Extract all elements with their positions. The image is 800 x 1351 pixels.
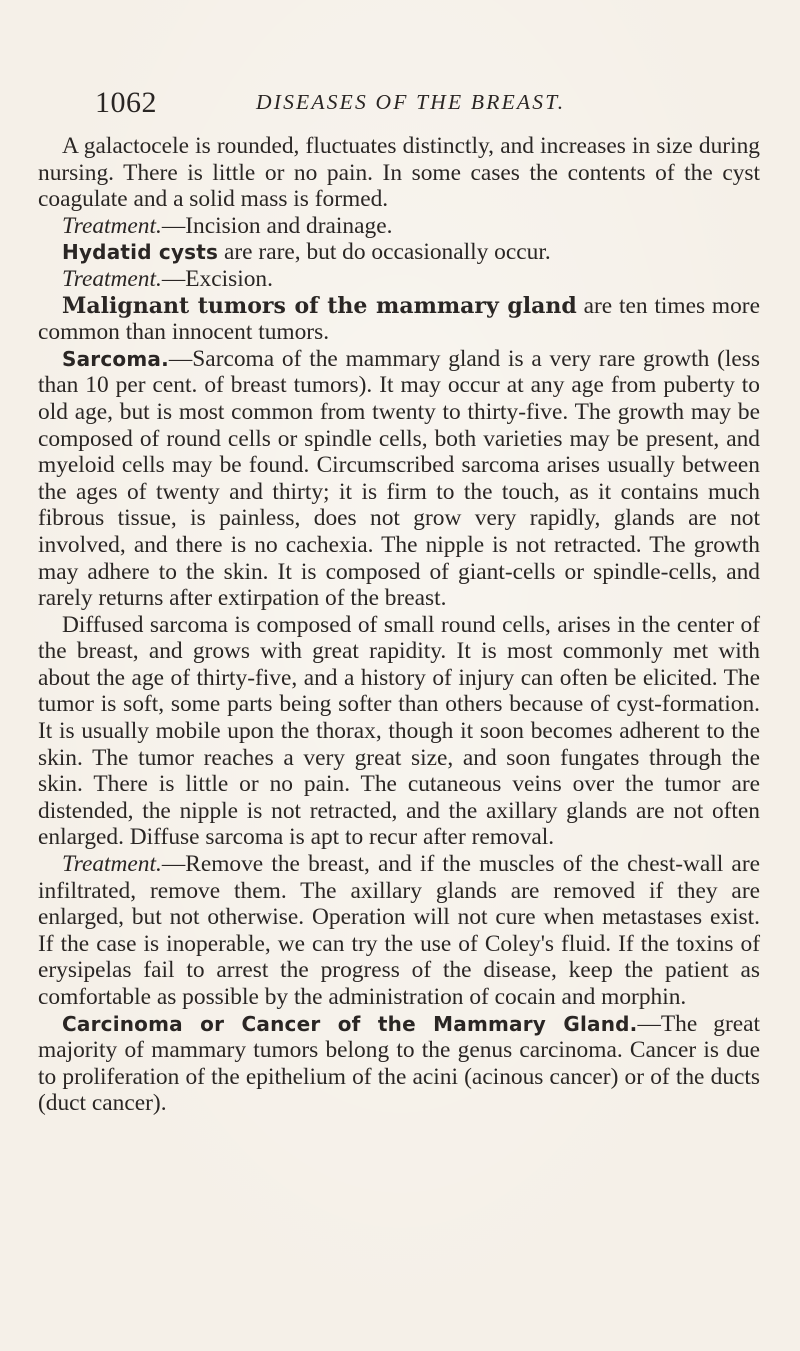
paragraph-treatment-incision: [38, 213, 760, 240]
paragraph-text: —Incision and drainage.: [161, 212, 393, 239]
paragraph-text: A galactocele is rounded, fluctuates distinctly, and increases in size during nursing. There is little or no pain. In some cases the contents of the cyst coagulate and a solid mass is formed.: [38, 133, 760, 213]
paragraph-text: —Excision.: [161, 265, 273, 292]
paragraph-text: —Remove the breast, and if the muscles of the chest-wall are infiltrated, remove them. The axillary glands are removed if they are enlarged, but not otherwise. Operation will not cure when metastases exist. If the case is inoperable, we can try the use of Coley's fluid. If the toxins of erysipelas fail to arrest the progress of the disease, keep the patient as comfortable as possible by the administration of cocain and morphin.: [38, 851, 760, 1010]
paragraph-text: —Sarcoma of the mammary gland is a very rare growth (less than 10 per cent. of breast tumors). It may occur at any age from puberty to old age, but is most common from twenty to thirty-five. The growth may be composed of round cells or spindle cells, both varieties may be present, and myeloid cells may be found. Circumscribed sarcoma arises usually between the ages of twenty and thirty; it is firm to the touch, as it contains much fibrous tissue, is painless, does not grow very rapidly, glands are not involved, and there is no cachexia. The nipple is not retracted. The growth may adhere to the skin. It is composed of giant-cells or spindle-cells, and rarely returns after extirpation of the breast.: [38, 345, 760, 612]
section-heading: Carcinoma or Cancer of the Mammary Gland.: [62, 1011, 638, 1036]
paragraph-hydatid-cysts: [38, 239, 760, 266]
paragraph-text: —The great majority of mammary tumors belong to the genus carcinoma. Cancer is due to proliferation of the epithelium of the acini (acinous cancer) or of the ducts (duct cancer).: [38, 1010, 760, 1117]
section-heading: Malignant tumors of the mammary gland: [62, 292, 577, 319]
paragraph-treatment-remove-breast: [38, 851, 760, 1011]
section-heading: Sarcoma.: [62, 346, 169, 371]
section-heading: Hydatid cysts: [62, 240, 219, 265]
page-number: 1062: [95, 86, 157, 119]
paragraph-text: Diffused sarcoma is composed of small round cells, arises in the center of the breast, and grows with great rapidity. It is most commonly met with about the age of thirty-five, and a history of injury can often be elicited. The tumor is soft, some parts being softer than others because of cyst-formation. It is usually mobile upon the thorax, though it soon becomes adherent to the skin. The tumor reaches a very great size, and soon fungates through the skin. There is little or no pain. The cutaneous veins over the tumor are distended, the nipple is not retracted, and the axillary glands are not often enlarged. Diffuse sarcoma is apt to recur after removal.: [38, 611, 760, 851]
running-title: DISEASES OF THE BREAST.: [256, 90, 566, 114]
paragraph-sarcoma: [38, 346, 760, 612]
treatment-label: Treatment.: [62, 851, 162, 878]
running-head: [95, 86, 735, 120]
treatment-label: Treatment.: [62, 212, 162, 239]
paragraph-galactocele: [38, 133, 760, 213]
body-text: [38, 133, 760, 1117]
paragraph-text: are rare, but do occasionally occur.: [218, 239, 551, 266]
paragraph-text: are ten times more common than innocent tumors.: [38, 292, 760, 346]
treatment-label: Treatment.: [62, 265, 162, 292]
paragraph-malignant-tumors: [38, 293, 760, 346]
paragraph-treatment-excision: [38, 266, 760, 293]
paragraph-diffused-sarcoma: [38, 612, 760, 851]
paragraph-carcinoma: [38, 1011, 760, 1117]
